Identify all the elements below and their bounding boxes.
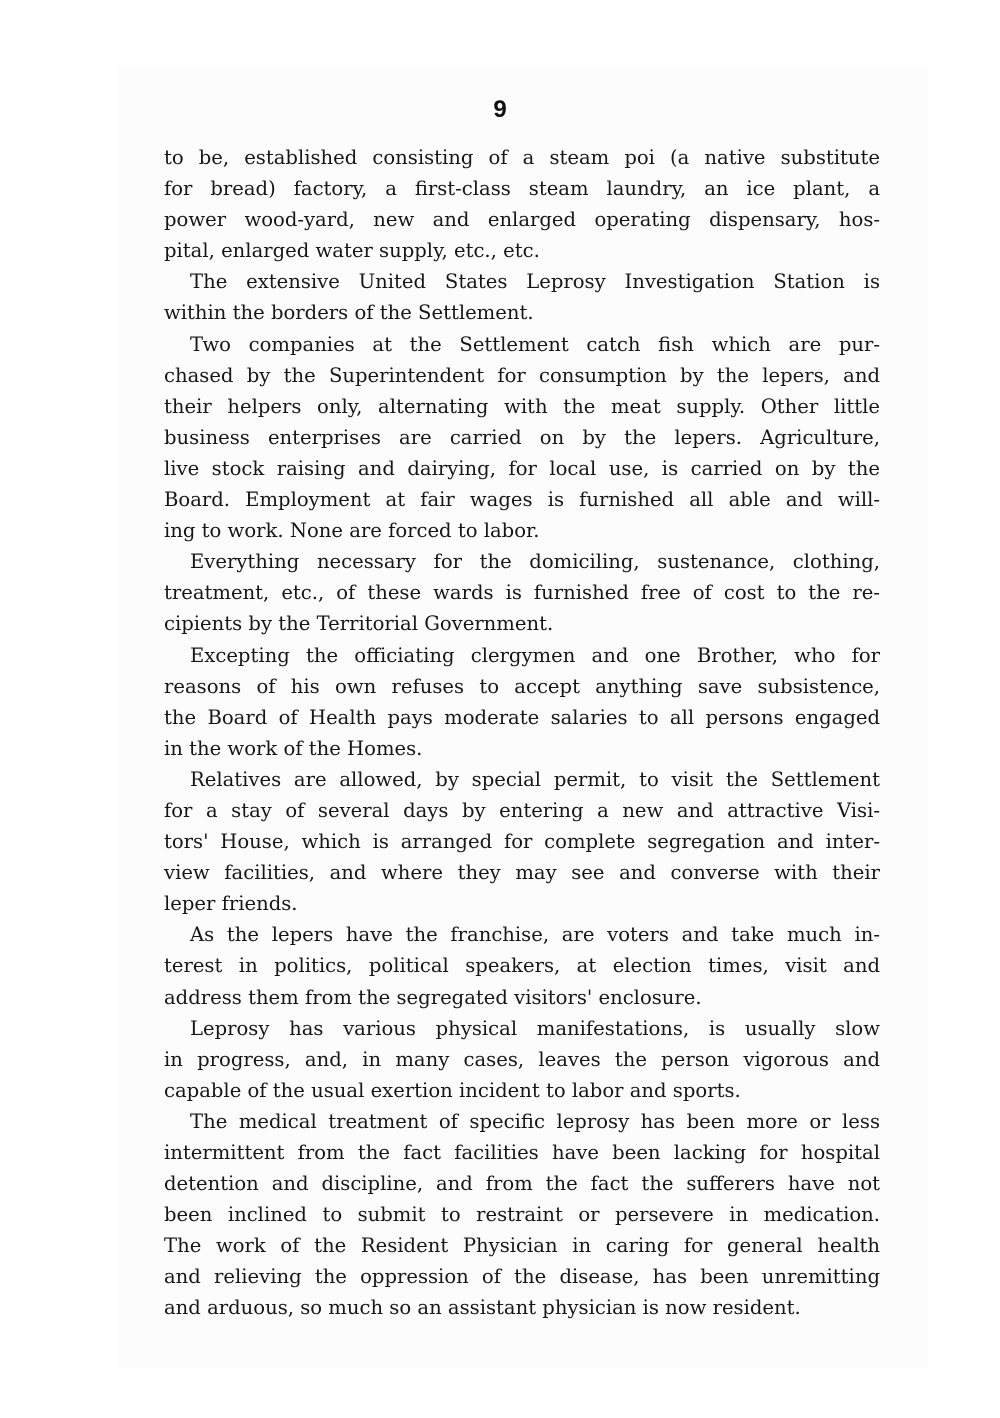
- text-line: Board. Employment at fair wages is furnished all able and will-: [164, 488, 880, 512]
- text-line: Two companies at the Settlement catch fish which are pur-: [190, 332, 880, 356]
- text-line: cipients by the Territorial Government.: [164, 612, 554, 636]
- text-line: for a stay of several days by entering a new and attractive Visi-: [164, 798, 880, 822]
- text-line: The extensive United States Leprosy Investigation Station is: [190, 270, 880, 294]
- paragraph: [164, 546, 880, 639]
- text-line: The work of the Resident Physician in caring for general health: [164, 1234, 880, 1258]
- paragraph: [164, 142, 880, 266]
- text-line: for bread) factory, a first-class steam laundry, an ice plant, a: [164, 177, 880, 201]
- text-line: leper friends.: [164, 892, 298, 916]
- paragraph: [164, 640, 880, 764]
- text-line: view facilities, and where they may see and converse with their: [164, 861, 880, 885]
- text-line: the Board of Health pays moderate salaries to all persons engaged: [164, 705, 880, 729]
- text-line: terest in politics, political speakers, at election times, visit and: [164, 954, 880, 978]
- paragraph: [164, 919, 880, 1012]
- text-line: As the lepers have the franchise, are voters and take much in-: [190, 923, 880, 947]
- text-line: Excepting the officiating clergymen and one Brother, who for: [190, 643, 880, 667]
- text-line: The medical treatment of specific leprosy has been more or less: [190, 1109, 880, 1133]
- text-line: and arduous, so much so an assistant physician is now resident.: [164, 1296, 801, 1320]
- text-line: Leprosy has various physical manifestations, is usually slow: [190, 1016, 880, 1040]
- page-number: 9: [493, 96, 507, 123]
- text-line: Everything necessary for the domiciling, sustenance, clothing,: [190, 550, 880, 574]
- paragraph: [164, 266, 880, 328]
- paragraph: [164, 764, 880, 919]
- text-line: within the borders of the Settlement.: [164, 301, 534, 325]
- text-line: in the work of the Homes.: [164, 736, 423, 760]
- text-line: tors' House, which is arranged for complete segregation and inter-: [164, 830, 880, 854]
- text-line: chased by the Superintendent for consumption by the lepers, and: [164, 363, 880, 387]
- text-line: Relatives are allowed, by special permit, to visit the Settlement: [190, 767, 880, 791]
- text-line: reasons of his own refuses to accept anything save subsistence,: [164, 674, 880, 698]
- text-line: power wood-yard, new and enlarged operating dispensary, hos-: [164, 208, 880, 232]
- text-line: intermittent from the fact facilities have been lacking for hospital: [164, 1141, 880, 1164]
- paragraph: [164, 329, 880, 547]
- paragraph: [164, 1106, 880, 1324]
- text-line: in progress, and, in many cases, leaves the person vigorous and: [164, 1047, 880, 1071]
- text-line: been inclined to submit to restraint or persevere in medication.: [164, 1203, 880, 1227]
- text-line: pital, enlarged water supply, etc., etc.: [164, 239, 540, 263]
- text-line: live stock raising and dairying, for local use, is carried on by the: [164, 456, 880, 480]
- paragraph: [164, 1013, 880, 1106]
- text-line: detention and discipline, and from the fact the sufferers have not: [164, 1172, 880, 1196]
- text-line: their helpers only, alternating with the meat supply. Other little: [164, 394, 880, 418]
- text-line: address them from the segregated visitors' enclosure.: [164, 985, 702, 1009]
- text-line: to be, established consisting of a steam poi (a native substitute: [164, 146, 880, 169]
- text-line: capable of the usual exertion incident to labor and sports.: [164, 1078, 741, 1102]
- text-line: ing to work. None are forced to labor.: [164, 519, 540, 543]
- text-line: treatment, etc., of these wards is furnished free of cost to the re-: [164, 581, 880, 605]
- body-text: [164, 142, 880, 1324]
- text-line: business enterprises are carried on by the lepers. Agriculture,: [164, 425, 880, 449]
- text-line: and relieving the oppression of the disease, has been unremitting: [164, 1265, 880, 1289]
